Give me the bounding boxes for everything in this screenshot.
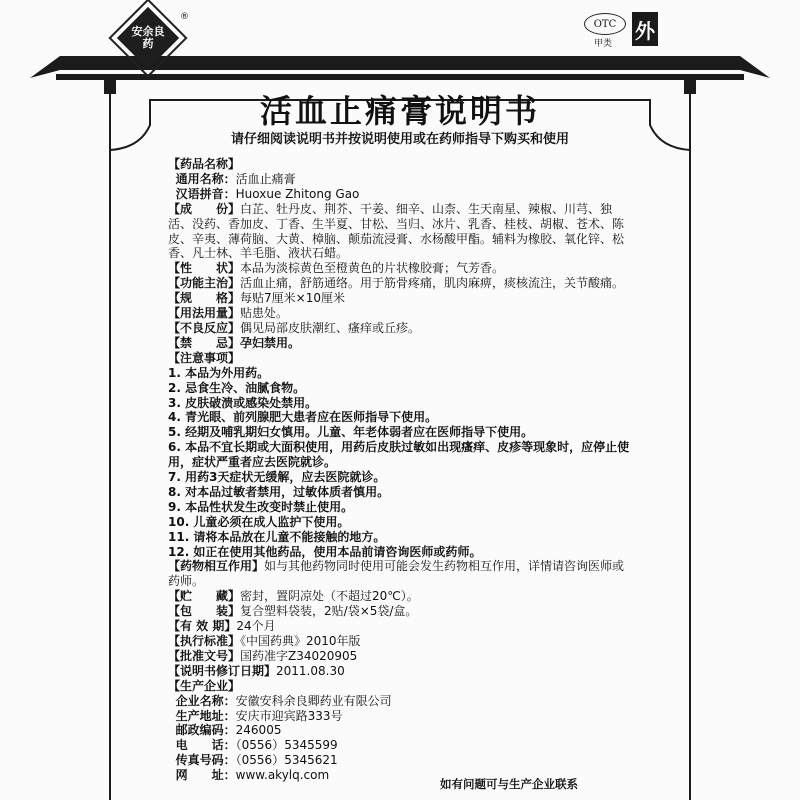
website-row: 网 址：www.akylq.com: [175, 768, 330, 783]
revision-row: 【说明书修订日期】2011.08.30: [168, 663, 345, 678]
precautions-header: 【注意事项】: [168, 350, 241, 365]
precaution-item: 11. 请将本品放在儿童不能接触的地方。: [168, 529, 386, 544]
fax-row: 传真号码：（0556）5345621: [175, 753, 338, 768]
precaution-item: 8. 对本品过敏者禁用，过敏体质者慎用。: [168, 484, 390, 499]
precautions-list: [168, 366, 630, 560]
page-title: 活血止痛膏说明书: [259, 92, 540, 130]
address-row: 生产地址：安庆市迎宾路333号: [175, 708, 343, 723]
storage-row: 【贮 藏】密封，置阴凉处（不超过20℃）。: [168, 589, 419, 604]
external-use-badge: 外: [632, 12, 658, 46]
precaution-item: 5. 经期及哺乳期妇女慎用。儿童、年老体弱者应在医师指导下使用。: [168, 425, 534, 440]
precaution-item: 12. 如正在使用其他药品，使用本品前请咨询医师或药师。: [168, 544, 482, 559]
company-row: 企业名称：安徽安科余良卿药业有限公司: [175, 693, 392, 708]
instruction-content: [168, 157, 630, 783]
specification-row: 【规 格】每贴7厘米×10厘米: [168, 291, 345, 306]
precaution-item: 2. 忌食生冷、油腻食物。: [168, 380, 306, 395]
precaution-item: 3. 皮肤破溃或感染处禁用。: [168, 395, 318, 410]
ingredients-row: 【成 份】白芷、牡丹皮、荆芥、干姜、细辛、山柰、生天南星、辣椒、川芎、独活、没药、香加皮、丁香、生半夏、甘松、当归、冰片、乳香、桂枝、胡椒、苍术、陈皮、辛夷、薄荷脑、大黄、樟脑、颠茄流浸膏、水杨酸甲酯。辅料为橡胶、氧化锌、松香、凡士林、羊毛脂、液状石蜡。: [168, 201, 625, 261]
common-name-row: 通用名称：活血止痛膏: [175, 171, 296, 186]
approval-row: 【批准文号】国药准字Z34020905: [168, 648, 358, 663]
precaution-item: 1. 本品为外用药。: [168, 365, 270, 380]
manufacturer-header: 【生产企业】: [168, 678, 241, 693]
registered-mark: ®: [180, 12, 189, 22]
drug-name-header: 【药品名称】: [168, 157, 241, 171]
interaction-row: 【药物相互作用】如与其他药物同时使用可能会发生药物相互作用，详情请咨询医师或药师。: [168, 559, 625, 589]
footer-note: 如有问题可与生产企业联系: [440, 777, 578, 791]
precaution-item: 9. 本品性状发生改变时禁止使用。: [168, 499, 354, 514]
validity-row: 【有 效 期】24个月: [168, 619, 276, 634]
otc-badge: OTC: [584, 13, 626, 35]
indications-row: 【功能主治】活血止痛，舒筋通络。用于筋骨疼痛，肌肉麻痹，痰核流注，关节酸痛。: [168, 276, 625, 291]
precaution-item: 6. 本品不宜长期或大面积使用，用药后皮肤过敏如出现瘙痒、皮疹等现象时，应停止使用，症状严重者应去医院就诊。: [168, 440, 630, 470]
package-row: 【包 装】复合塑料袋装，2贴/袋×5袋/盒。: [168, 604, 418, 619]
adverse-row: 【不良反应】偶见局部皮肤潮红、瘙痒或丘疹。: [168, 320, 421, 335]
postcode-row: 邮政编码：246005: [175, 723, 282, 738]
properties-row: 【性 状】本品为淡棕黄色至橙黄色的片状橡胶膏；气芳香。: [168, 261, 505, 276]
usage-warning: 请仔细阅读说明书并按说明使用或在药师指导下购买和使用: [230, 132, 569, 147]
logo-text: 安余良药: [131, 25, 165, 50]
precaution-item: 10. 儿童必须在成人监护下使用。: [168, 514, 350, 529]
standard-row: 【执行标准】《中国药典》2010年版: [168, 634, 361, 648]
otc-class-label: 甲类: [594, 39, 613, 49]
precaution-item: 4. 青光眼、前列腺肥大患者应在医师指导下使用。: [168, 410, 438, 425]
precaution-item: 7. 用药3天症状无缓解，应去医院就诊。: [168, 470, 386, 485]
usage-row: 【用法用量】贴患处。: [168, 306, 289, 321]
pinyin-row: 汉语拼音：Huoxue Zhitong Gao: [175, 186, 360, 201]
contraindication-row: 【禁 忌】孕妇禁用。: [168, 335, 301, 350]
phone-row: 电 话：（0556）5345599: [175, 738, 338, 753]
